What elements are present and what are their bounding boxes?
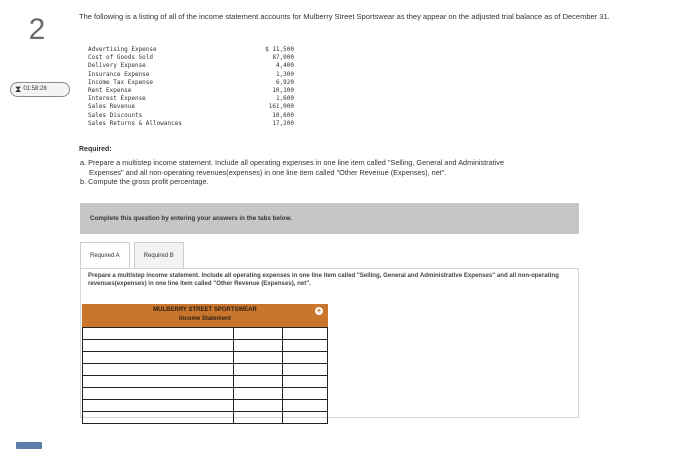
timer-badge bbox=[10, 82, 70, 97]
income-statement-table bbox=[82, 304, 328, 424]
statement-input-cell[interactable] bbox=[283, 412, 327, 423]
statement-input-cell[interactable] bbox=[234, 352, 283, 363]
statement-header bbox=[82, 304, 328, 327]
account-row bbox=[88, 103, 294, 111]
statement-input-cell[interactable] bbox=[283, 400, 327, 411]
company-name: MULBERRY STREET SPORTSWEAR bbox=[153, 307, 257, 313]
statement-row bbox=[82, 352, 328, 364]
account-row bbox=[88, 112, 294, 120]
account-name: Income Tax Expense bbox=[88, 78, 154, 86]
statement-input-cell[interactable] bbox=[234, 340, 283, 351]
question-prompt: The following is a listing of all of the income statement accounts for Mulberry Street Sportswear as they appear on the adjusted trial balance as of December 31. bbox=[79, 12, 610, 21]
account-row bbox=[88, 54, 294, 62]
account-row bbox=[88, 87, 294, 95]
account-name: Sales Returns & Allowances bbox=[88, 119, 182, 127]
statement-input-cell[interactable] bbox=[283, 340, 327, 351]
account-name: Insurance Expense bbox=[88, 70, 150, 78]
required-item-b: b. Compute the gross profit percentage. bbox=[80, 177, 209, 186]
account-value: 161,000 bbox=[268, 103, 294, 111]
statement-input-cell[interactable] bbox=[83, 400, 234, 411]
statement-row bbox=[82, 376, 328, 388]
statement-input-cell[interactable] bbox=[83, 328, 234, 339]
statement-row bbox=[82, 327, 328, 340]
statement-input-cell[interactable] bbox=[234, 364, 283, 375]
account-row bbox=[88, 46, 294, 54]
question-number: 2 bbox=[28, 13, 46, 46]
statement-input-cell[interactable] bbox=[83, 412, 234, 423]
account-value: 1,600 bbox=[275, 95, 294, 103]
statement-row bbox=[82, 340, 328, 352]
account-value: 87,000 bbox=[272, 54, 294, 62]
account-row bbox=[88, 79, 294, 87]
instructions-banner: Complete this question by entering your answers in the tabs below. bbox=[80, 203, 579, 234]
account-value: 1,300 bbox=[275, 70, 294, 78]
panel-instruction: Prepare a multistep income statement. Include all operating expenses in one line item called "Selling, General and Administrative Expenses" and all non-operating revenues(expenses) in one line item called "Other Revenue (Expenses), net". bbox=[88, 272, 559, 287]
accounts-listing bbox=[88, 46, 294, 128]
statement-input-cell[interactable] bbox=[83, 388, 234, 399]
account-name: Rent Expense bbox=[88, 87, 132, 95]
account-name: Cost of Goods Sold bbox=[88, 54, 154, 62]
account-row bbox=[88, 71, 294, 79]
statement-input-cell[interactable] bbox=[83, 376, 234, 387]
account-row bbox=[88, 120, 294, 128]
account-name: Delivery Expense bbox=[88, 62, 146, 70]
statement-row bbox=[82, 388, 328, 400]
account-name: Advertising Expense bbox=[88, 46, 157, 53]
required-item-a-cont: Expenses" and all non-operating revenues(expenses) in one line item called "Other Revenue (Expenses), net". bbox=[89, 167, 447, 177]
statement-input-cell[interactable] bbox=[234, 412, 283, 423]
account-name: Sales Revenue bbox=[88, 103, 135, 111]
required-label: Required: bbox=[79, 146, 112, 153]
statement-input-cell[interactable] bbox=[283, 352, 327, 363]
required-item-a: a. Prepare a multistep income statement. Include all operating expenses in one line item called "Selling, General and Administrative bbox=[80, 158, 505, 167]
account-row bbox=[88, 62, 294, 70]
statement-input-cell[interactable] bbox=[234, 328, 283, 339]
account-value: 17,200 bbox=[272, 119, 294, 127]
statement-input-cell[interactable] bbox=[283, 388, 327, 399]
statement-title: Income Statement bbox=[179, 316, 231, 322]
add-row-icon[interactable]: + bbox=[316, 306, 322, 315]
account-value: 6,920 bbox=[275, 78, 294, 86]
tab-required-b[interactable]: Required B bbox=[134, 242, 184, 268]
statement-input-cell[interactable] bbox=[283, 328, 327, 339]
account-value: 10,100 bbox=[272, 87, 294, 95]
account-value: 4,400 bbox=[275, 62, 294, 70]
account-name: Sales Discounts bbox=[88, 111, 143, 119]
statement-input-cell[interactable] bbox=[83, 340, 234, 351]
account-value: $ 11,500 bbox=[265, 46, 294, 53]
tab-required-a[interactable]: Required A bbox=[80, 242, 130, 268]
statement-input-cell[interactable] bbox=[283, 364, 327, 375]
account-value: 10,600 bbox=[272, 111, 294, 119]
statement-input-cell[interactable] bbox=[234, 388, 283, 399]
account-name: Interest Expense bbox=[88, 95, 146, 103]
timer-value: 01:58:28 bbox=[23, 86, 47, 92]
statement-input-cell[interactable] bbox=[83, 364, 234, 375]
nav-button[interactable] bbox=[16, 442, 42, 449]
statement-row bbox=[82, 412, 328, 424]
hourglass-icon: ⧗ bbox=[15, 84, 22, 94]
account-row bbox=[88, 95, 294, 103]
statement-input-cell[interactable] bbox=[283, 376, 327, 387]
statement-row bbox=[82, 364, 328, 376]
statement-input-cell[interactable] bbox=[234, 376, 283, 387]
statement-input-cell[interactable] bbox=[83, 352, 234, 363]
required-list bbox=[80, 158, 640, 187]
statement-row bbox=[82, 400, 328, 412]
statement-input-cell[interactable] bbox=[234, 400, 283, 411]
answer-tabs bbox=[80, 242, 184, 268]
